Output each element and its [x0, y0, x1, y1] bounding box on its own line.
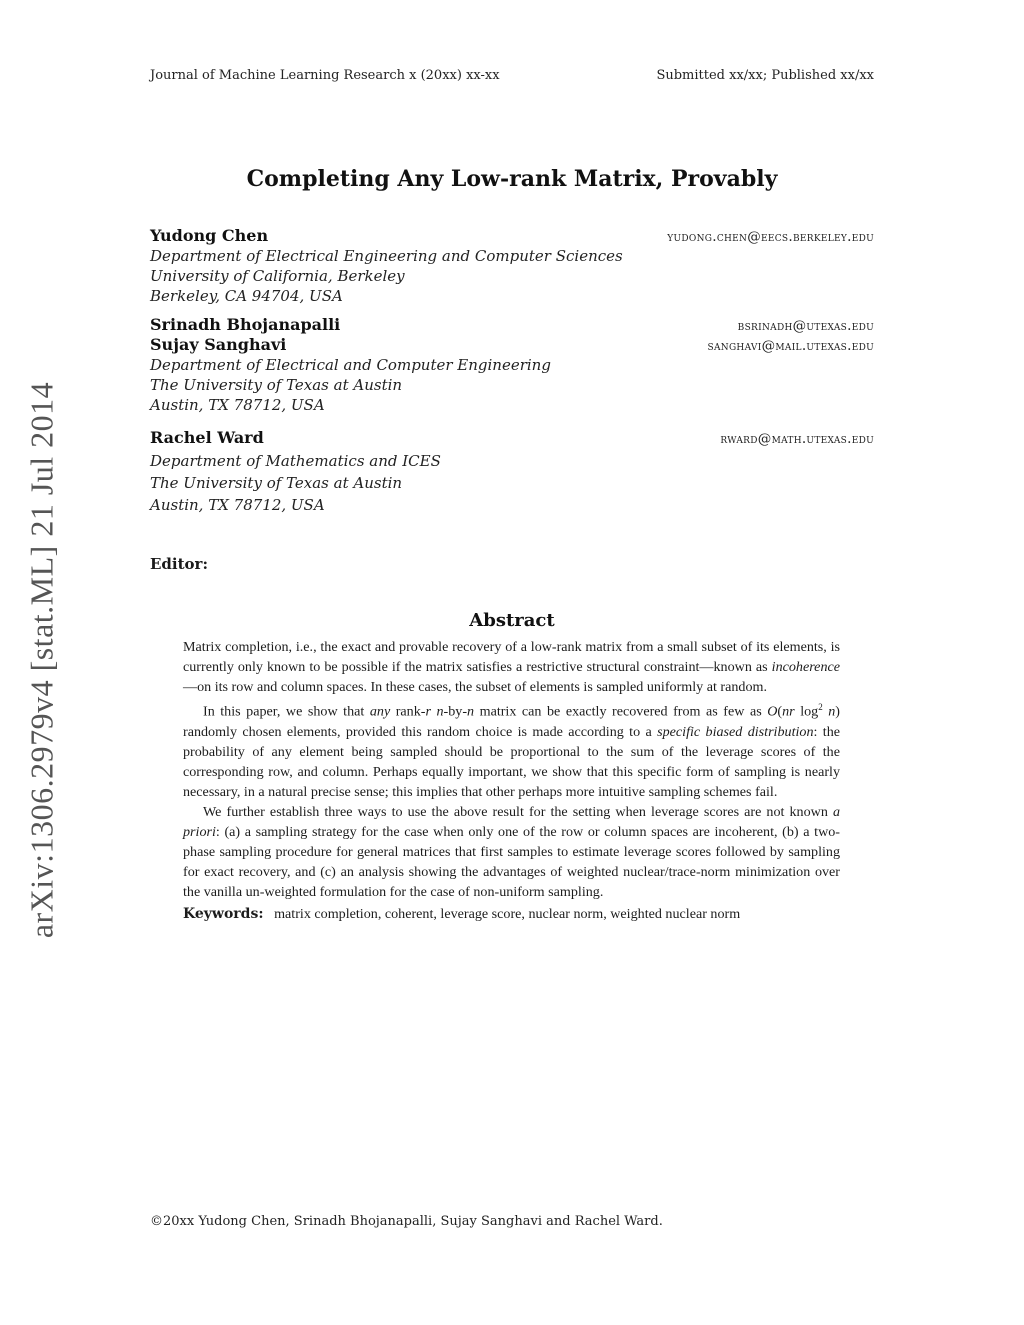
author-affiliation-line: Berkeley, CA 94704, USA [150, 287, 343, 305]
author-name: Sujay Sanghavi [150, 335, 287, 354]
paper-title: Completing Any Low-rank Matrix, Provably [246, 166, 778, 192]
abstract-paragraph: In this paper, we show that any rank-r n-by-n matrix can be exactly recovered from as few as O(nr $\log^2 n$) randomly chosen elements, provided this random choice is made according to a specific biased distribution: the probability of any element being sampled should be proportional to the sum of the leverage scores of the corresponding row, and column. Perhaps equally important, we show that this specific form of sampling is nearly necessary, in a natural precise sense; this implies that other perhaps more intuitive sampling schemes fail. [183, 702, 840, 800]
author-affiliation-line: Department of Electrical and Computer Engineering [150, 356, 551, 374]
author-email[interactable]: bsrinadh@utexas.edu [737, 318, 874, 334]
abstract-paragraph: Matrix completion, i.e., the exact and provable recovery of a low-rank matrix from a small subset of its elements, is currently only known to be possible if the matrix satisfies a restrictive structural constraint—known as incoherence—on its row and column spaces. In these cases, the subset of elements is sampled uniformly at random. [183, 639, 840, 695]
author-name: Srinadh Bhojanapalli [150, 315, 341, 334]
journal-header: Journal of Machine Learning Research x (20xx) xx-xx [150, 68, 500, 83]
submission-header: Submitted xx/xx; Published xx/xx [656, 68, 874, 83]
author-affiliation-line: Austin, TX 78712, USA [150, 496, 325, 514]
abstract-body [183, 637, 840, 924]
author-affiliation-line: Austin, TX 78712, USA [150, 396, 325, 414]
keywords [183, 904, 840, 924]
abstract-paragraph: We further establish three ways to use the above result for the setting when leverage scores are not known a priori: (a) a sampling strategy for the case when only one of the row or column spaces are incoherent, (b) a two-phase sampling procedure for general matrices that first samples to estimate leverage scores followed by sampling for exact recovery, and (c) an analysis showing the advantages of weighted nuclear/trace-norm minimization over the vanilla un-weighted formulation for the case of non-uniform sampling. [183, 803, 840, 900]
author-affiliation-line: University of California, Berkeley [150, 267, 405, 285]
editor-label: Editor: [150, 555, 208, 573]
abstract-heading: Abstract [469, 610, 555, 631]
author-affiliation-line: The University of Texas at Austin [150, 474, 403, 492]
author-affiliation-line: Department of Mathematics and ICES [150, 452, 441, 470]
author-name: Yudong Chen [150, 226, 269, 245]
author-affiliation-line: The University of Texas at Austin [150, 376, 403, 394]
copyright-footer: ©20xx Yudong Chen, Srinadh Bhojanapalli, Sujay Sanghavi and Rachel Ward. [150, 1214, 663, 1229]
author-name: Rachel Ward [150, 428, 264, 447]
keywords-label: Keywords: [183, 905, 264, 922]
author-email[interactable]: yudong.chen@eecs.berkeley.edu [667, 229, 874, 245]
arxiv-id: arXiv:1306.2979v4 [stat.ML] 21 Jul 2014 [23, 381, 60, 939]
keywords-list: matrix completion, coherent, leverage score, nuclear norm, weighted nuclear norm [274, 905, 741, 922]
author-email[interactable]: rward@math.utexas.edu [720, 431, 874, 447]
author-affiliation-line: Department of Electrical Engineering and Computer Sciences [150, 247, 623, 265]
author-email[interactable]: sanghavi@mail.utexas.edu [707, 338, 874, 354]
